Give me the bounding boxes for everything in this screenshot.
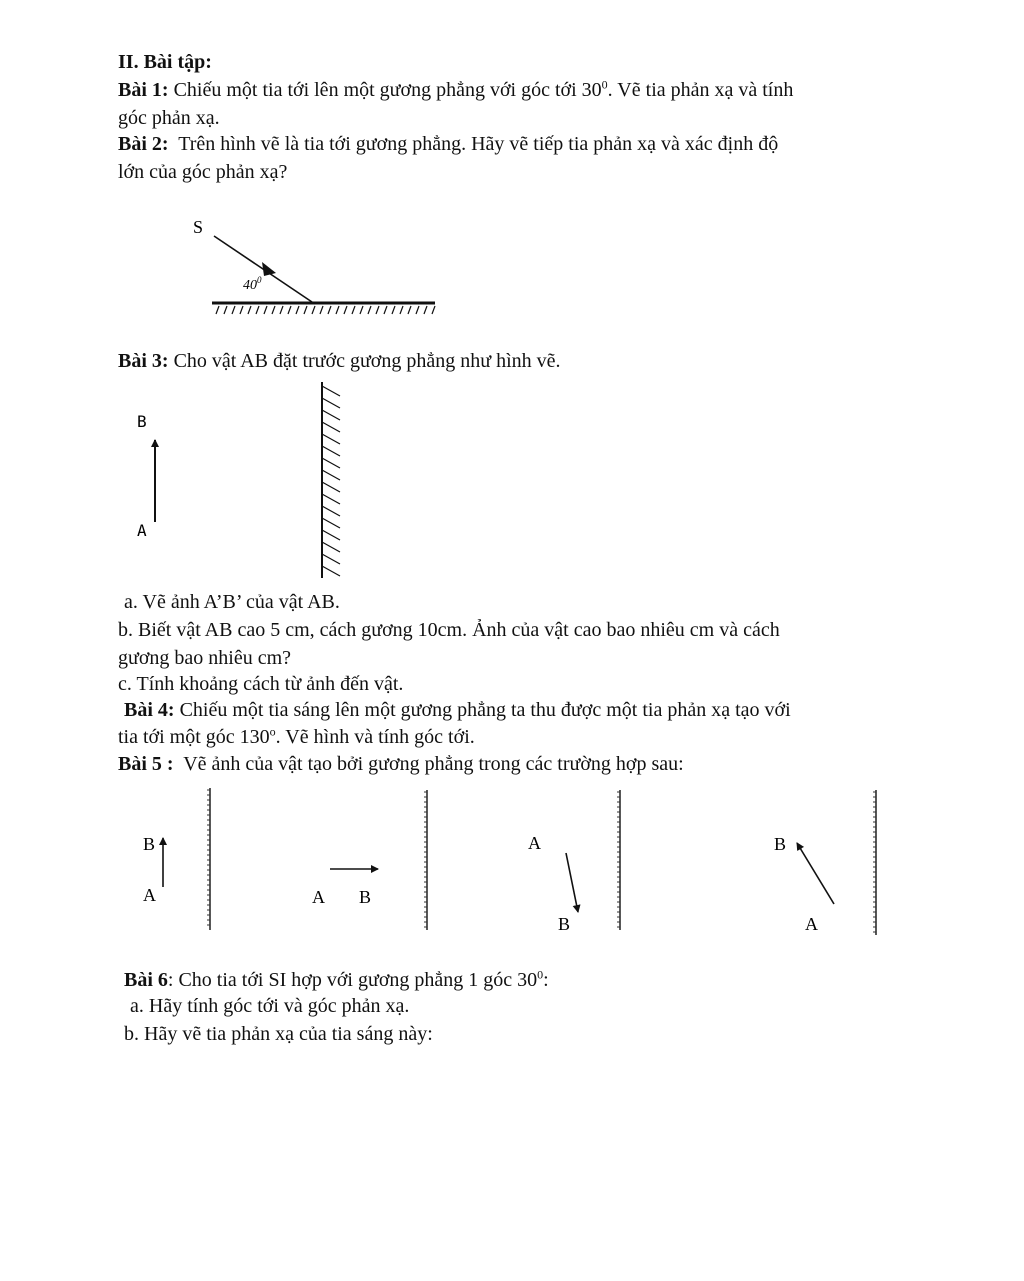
section-title: II. Bài tập: bbox=[118, 51, 212, 73]
mirror-hatching bbox=[216, 306, 435, 314]
hatch-mark bbox=[322, 386, 340, 396]
angle-label: $40^0$ bbox=[243, 275, 262, 293]
hatch-mark bbox=[216, 306, 219, 314]
hatch-mark bbox=[322, 446, 340, 456]
exercise-3-part-b-2: gương bao nhiêu cm? bbox=[118, 647, 292, 669]
exercise-6-line-1: Bài 6: Cho tia tới SI hợp với gương phẳng 1 góc $30^0$: bbox=[124, 967, 549, 991]
label-s: S bbox=[193, 217, 204, 237]
hatch-mark bbox=[224, 306, 227, 314]
dashed-mirror bbox=[873, 790, 876, 935]
hatch-mark bbox=[352, 306, 355, 314]
hatch-mark bbox=[322, 530, 340, 540]
exercise-3-figure bbox=[137, 382, 340, 578]
hatch-mark bbox=[376, 306, 379, 314]
hatch-mark bbox=[272, 306, 275, 314]
exercise-2-figure bbox=[193, 217, 435, 314]
object-arrow bbox=[566, 853, 578, 912]
hatch-mark bbox=[408, 306, 411, 314]
exercise-2-line-1: Bài 2: Trên hình vẽ là tia tới gương phẳng. Hãy vẽ tiếp tia phản xạ và xác định độ bbox=[118, 133, 779, 155]
hatch-mark bbox=[304, 306, 307, 314]
hatch-mark bbox=[322, 398, 340, 408]
exercise-4-line-1: Bài 4: Chiếu một tia sáng lên một gương phẳng ta thu được một tia phản xạ tạo với bbox=[124, 699, 791, 721]
hatch-mark bbox=[322, 470, 340, 480]
hatch-mark bbox=[322, 458, 340, 468]
hatch-mark bbox=[312, 306, 315, 314]
exercise-5-figure-1 bbox=[143, 788, 210, 930]
hatch-mark bbox=[360, 306, 363, 314]
hatch-mark bbox=[328, 306, 331, 314]
hatch-mark bbox=[322, 518, 340, 528]
hatch-mark bbox=[240, 306, 243, 314]
exercise-6-part-a: a. Hãy tính góc tới và góc phản xạ. bbox=[130, 995, 410, 1017]
hatch-mark bbox=[296, 306, 299, 314]
hatch-mark bbox=[368, 306, 371, 314]
mirror-hatching bbox=[322, 386, 340, 576]
exercise-3-part-c: c. Tính khoảng cách từ ảnh đến vật. bbox=[118, 673, 404, 695]
hatch-mark bbox=[416, 306, 419, 314]
hatch-mark bbox=[384, 306, 387, 314]
label-b: B bbox=[359, 887, 372, 907]
label-a: A bbox=[805, 914, 818, 934]
hatch-mark bbox=[322, 554, 340, 564]
ray-arrowhead bbox=[262, 262, 276, 276]
exercise-5-figure-2 bbox=[312, 790, 427, 930]
object-arrow bbox=[797, 843, 834, 904]
hatch-mark bbox=[264, 306, 267, 314]
hatch-mark bbox=[336, 306, 339, 314]
hatch-mark bbox=[432, 306, 435, 314]
label-b: B bbox=[558, 914, 571, 934]
hatch-mark bbox=[322, 422, 340, 432]
hatch-mark bbox=[400, 306, 403, 314]
hatch-mark bbox=[322, 566, 340, 576]
exercise-6-part-b: b. Hãy vẽ tia phản xạ của tia sáng này: bbox=[124, 1023, 433, 1045]
label-b: B bbox=[137, 412, 147, 431]
exercise-2-line-2: lớn của góc phản xạ? bbox=[118, 161, 288, 183]
exercise-1-line-1: Bài 1: Chiếu một tia tới lên một gương phẳng với góc tới $30^0$. Vẽ tia phản xạ và tính bbox=[118, 77, 794, 101]
hatch-mark bbox=[322, 506, 340, 516]
hatch-mark bbox=[288, 306, 291, 314]
label-b: B bbox=[143, 834, 156, 854]
dashed-mirror bbox=[617, 790, 620, 930]
hatch-mark bbox=[248, 306, 251, 314]
hatch-mark bbox=[424, 306, 427, 314]
hatch-mark bbox=[322, 494, 340, 504]
hatch-mark bbox=[256, 306, 259, 314]
exercise-4-line-2: tia tới một góc 130$^o$. Vẽ hình và tính góc tới. bbox=[118, 724, 475, 748]
hatch-mark bbox=[344, 306, 347, 314]
hatch-mark bbox=[280, 306, 283, 314]
hatch-mark bbox=[322, 410, 340, 420]
exercise-5-line-1: Bài 5 : Vẽ ảnh của vật tạo bởi gương phẳng trong các trường hợp sau: bbox=[118, 753, 684, 775]
label-a: A bbox=[312, 887, 325, 907]
label-a: A bbox=[528, 833, 541, 853]
exercise-3-line-1: Bài 3: Cho vật AB đặt trước gương phẳng như hình vẽ. bbox=[118, 350, 561, 372]
dashed-mirror bbox=[207, 788, 210, 930]
exercise-5-figure-4 bbox=[774, 790, 876, 935]
hatch-mark bbox=[392, 306, 395, 314]
hatch-mark bbox=[322, 482, 340, 492]
hatch-mark bbox=[232, 306, 235, 314]
hatch-mark bbox=[322, 542, 340, 552]
label-b: B bbox=[774, 834, 787, 854]
exercise-3-part-a: a. Vẽ ảnh A’B’ của vật AB. bbox=[124, 591, 340, 613]
hatch-mark bbox=[322, 434, 340, 444]
hatch-mark bbox=[320, 306, 323, 314]
label-a: A bbox=[137, 521, 147, 540]
label-a: A bbox=[143, 885, 156, 905]
exercise-5-figure-3 bbox=[528, 790, 620, 934]
dashed-mirror bbox=[424, 790, 427, 930]
exercise-1-line-2: góc phản xạ. bbox=[118, 107, 220, 129]
exercise-3-part-b-1: b. Biết vật AB cao 5 cm, cách gương 10cm. Ảnh của vật cao bao nhiêu cm và cách bbox=[118, 619, 780, 641]
